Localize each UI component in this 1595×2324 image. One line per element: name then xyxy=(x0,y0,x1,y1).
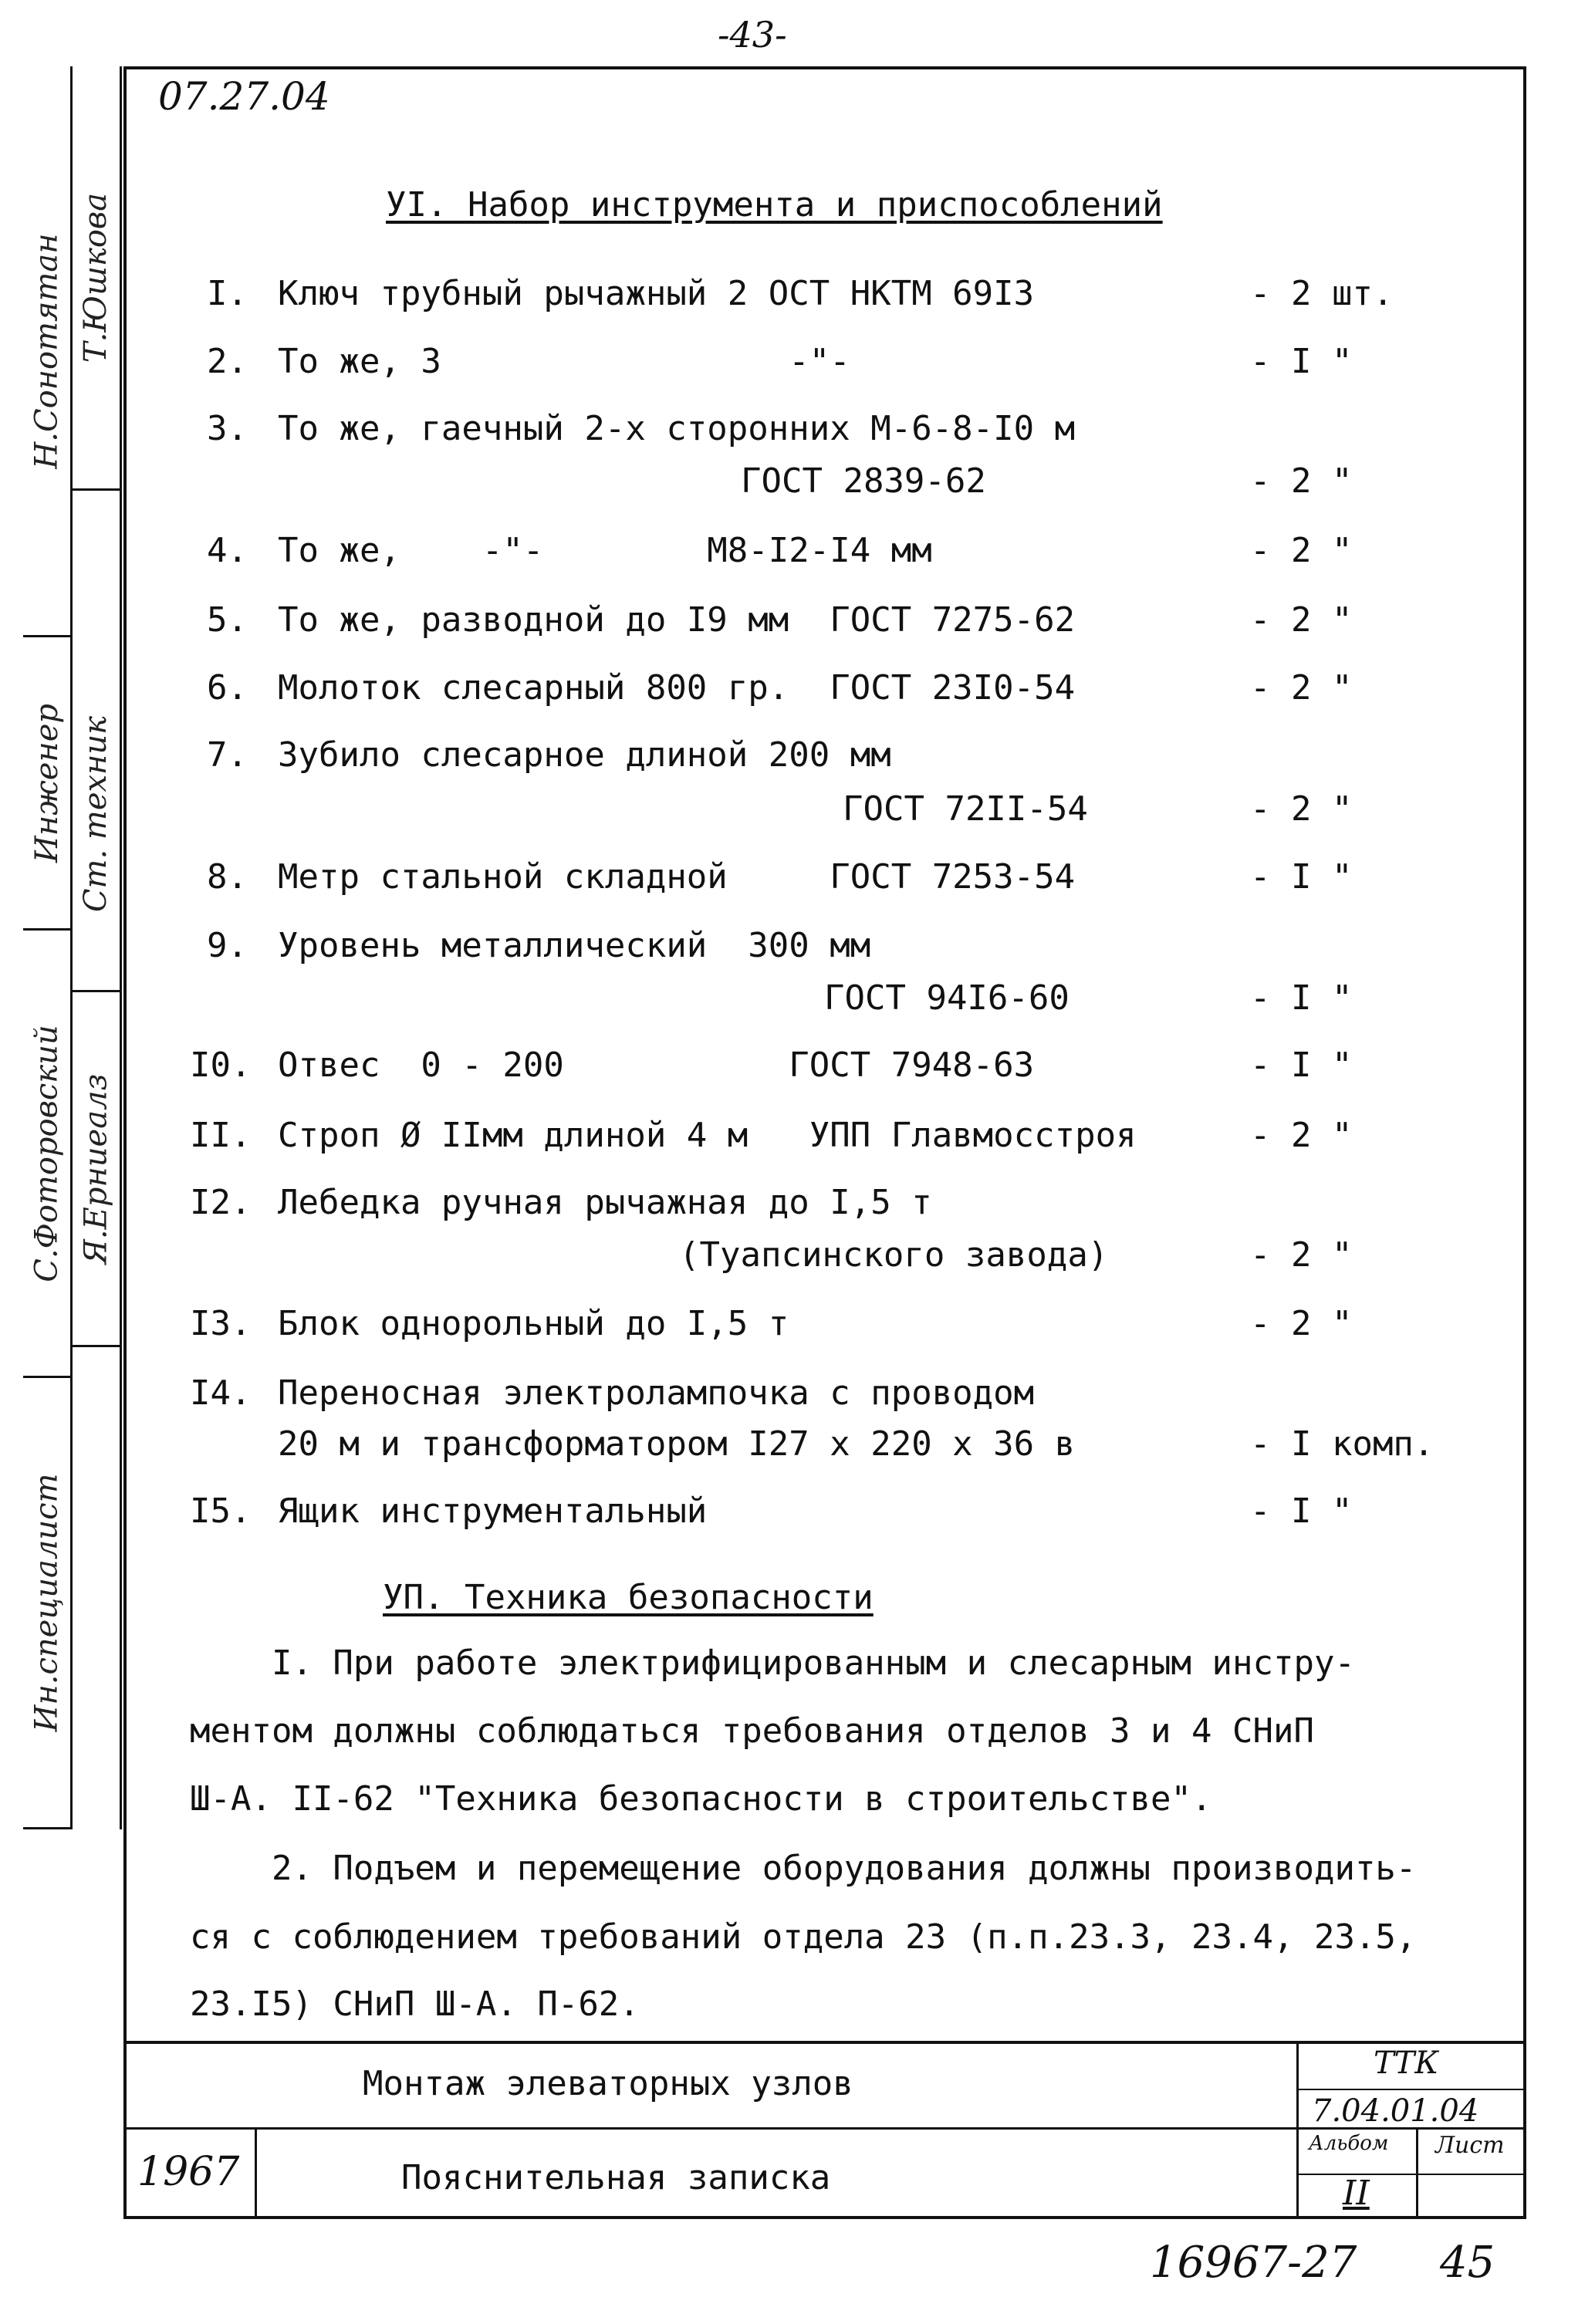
item-qty: - 2 " xyxy=(1250,1304,1353,1343)
item-number: I2. xyxy=(190,1183,252,1222)
item-text-continued: 20 м и трансформатором I27 х 220 х 36 в xyxy=(278,1424,1076,1464)
title-block-top-border xyxy=(123,2041,1526,2044)
item-text: То же, гаечный 2-х сторонних М-6-8-I0 м xyxy=(278,409,1076,448)
item-qty: - I " xyxy=(1250,1045,1353,1085)
item-text-continued: ГОСТ 94I6-60 xyxy=(824,978,1070,1018)
item-text: Строп Ø IIмм длиной 4 м УПП Главмосстроя xyxy=(278,1116,1137,1155)
item-text: Метр стальной складной ГОСТ 7253-54 xyxy=(278,857,1076,897)
title-block-column-line xyxy=(1296,2041,1299,2219)
item-number: 2. xyxy=(207,342,248,381)
item-qty: - 2 " xyxy=(1250,461,1353,501)
signature-column-right xyxy=(73,66,122,1829)
series-label: ТТК xyxy=(1374,2045,1439,2081)
item-text: То же, разводной до I9 мм ГОСТ 7275-62 xyxy=(278,600,1076,640)
signature-text: Н.Сонотятан xyxy=(29,232,65,469)
item-number: 8. xyxy=(207,857,248,897)
item-text-continued: (Туапсинского завода) xyxy=(679,1235,1109,1275)
item-text: Уровень металлический 300 мм xyxy=(278,926,871,965)
item-text: Ключ трубный рычажный 2 ОСТ НКТМ 69I3 xyxy=(278,274,1035,313)
paragraph-line: ся с соблюдением требований отдела 23 (п.п.23.3, 23.4, 23.5, xyxy=(190,1917,1417,1957)
item-text: То же, -"- М8-I2-I4 мм xyxy=(278,531,932,570)
signature-cell xyxy=(73,637,120,992)
signature-cell xyxy=(73,992,120,1347)
item-qty: - I " xyxy=(1250,1491,1353,1531)
document-code: 07.27.04 xyxy=(158,74,330,119)
item-text: Переносная электролампочка с проводом xyxy=(278,1373,1035,1413)
item-number: I. xyxy=(207,274,248,313)
item-text: То же, 3 -"- xyxy=(278,342,850,381)
signature-text: Ин.специалист xyxy=(29,1473,65,1732)
signature-strip xyxy=(23,66,123,1829)
item-qty: - I " xyxy=(1250,978,1353,1018)
item-qty: - 2 " xyxy=(1250,789,1353,829)
paragraph-line: 2. Подъем и перемещение оборудования должны производить- xyxy=(190,1849,1417,1888)
signature-text: Т.Юшкова xyxy=(78,192,114,363)
title-block-column-line xyxy=(255,2130,257,2219)
inventory-number: 16967-27 xyxy=(1150,2238,1357,2288)
title-block xyxy=(123,2041,1526,2219)
item-number: I0. xyxy=(190,1045,252,1085)
item-text: Блок однорольный до I,5 т xyxy=(278,1304,789,1343)
item-number: 6. xyxy=(207,668,248,708)
item-number: 5. xyxy=(207,600,248,640)
album-value: II xyxy=(1343,2174,1370,2213)
title-block-row-line xyxy=(1299,2089,1526,2090)
item-text-continued: ГОСТ 2839-62 xyxy=(741,461,986,501)
signature-text: С.Фоторовский xyxy=(29,1024,65,1282)
item-number: I5. xyxy=(190,1491,252,1531)
paragraph-line: Ш-А. II-62 "Техника безопасности в строительстве". xyxy=(190,1779,1212,1819)
item-qty: - 2 " xyxy=(1250,1235,1353,1275)
document-type: Пояснительная записка xyxy=(401,2158,831,2197)
document-number: 7.04.01.04 xyxy=(1312,2093,1479,2129)
signature-cell xyxy=(23,66,70,637)
item-number: I4. xyxy=(190,1373,252,1413)
item-text: Зубило слесарное длиной 200 мм xyxy=(278,735,891,775)
signature-text: Я.Ерниеалз xyxy=(78,1073,114,1264)
signature-cell xyxy=(23,637,70,931)
item-qty: - I " xyxy=(1250,342,1353,381)
paragraph-line: ментом должны соблюдаться требования отделов 3 и 4 СНиП xyxy=(190,1711,1314,1751)
item-number: 4. xyxy=(207,531,248,570)
paragraph-line: I. При работе электрифицированным и слесарным инстру- xyxy=(190,1643,1355,1683)
section-7-title: УП. Техника безопасности xyxy=(383,1578,874,1617)
signature-column-left xyxy=(23,66,73,1829)
item-qty: - I " xyxy=(1250,857,1353,897)
item-text: Молоток слесарный 800 гр. ГОСТ 23I0-54 xyxy=(278,668,1076,708)
item-text: Ящик инструментальный xyxy=(278,1491,708,1531)
item-qty: - 2 " xyxy=(1250,600,1353,640)
signature-cell xyxy=(73,66,120,491)
signature-cell xyxy=(23,931,70,1378)
item-qty: - 2 шт. xyxy=(1250,274,1394,313)
year: 1967 xyxy=(137,2149,240,2195)
item-qty: - 2 " xyxy=(1250,1116,1353,1155)
item-number: 3. xyxy=(207,409,248,448)
section-6-title: УI. Набор инструмента и приспособлений xyxy=(386,185,1163,225)
title-block-row-line xyxy=(1299,2174,1526,2175)
item-qty: - I комп. xyxy=(1250,1424,1434,1464)
item-text: Лебедка ручная рычажная до I,5 т xyxy=(278,1183,932,1222)
sheet-number: 45 xyxy=(1440,2238,1495,2288)
item-qty: - 2 " xyxy=(1250,668,1353,708)
paragraph-line: 23.I5) СНиП Ш-А. П-62. xyxy=(190,1985,640,2024)
signature-cell xyxy=(23,1378,70,1829)
sheet-label: Лист xyxy=(1435,2132,1505,2159)
signature-text: Ст. техник xyxy=(78,715,114,912)
item-text-continued: ГОСТ 72II-54 xyxy=(843,789,1088,829)
item-number: I3. xyxy=(190,1304,252,1343)
item-number: 7. xyxy=(207,735,248,775)
page-number: -43- xyxy=(718,14,787,56)
item-text: Отвес 0 - 200 ГОСТ 7948-63 xyxy=(278,1045,1035,1085)
item-number: 9. xyxy=(207,926,248,965)
item-number: II. xyxy=(190,1116,252,1155)
album-label: Альбом xyxy=(1309,2132,1389,2155)
item-qty: - 2 " xyxy=(1250,531,1353,570)
project-title: Монтаж элеваторных узлов xyxy=(363,2064,853,2103)
signature-text: Инженер xyxy=(29,703,65,863)
